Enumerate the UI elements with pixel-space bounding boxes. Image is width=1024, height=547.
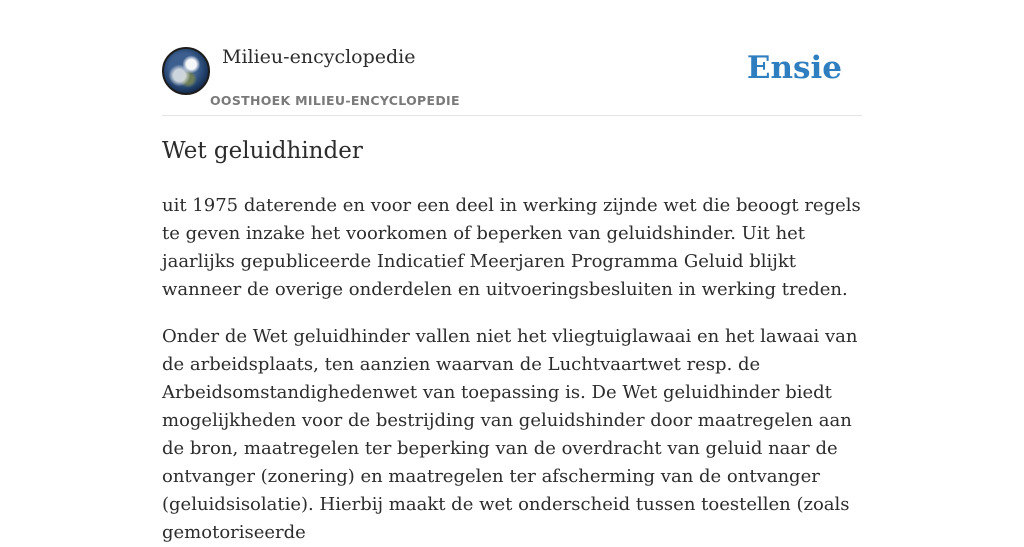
content-column — [162, 0, 862, 543]
earth-globe-icon[interactable] — [162, 47, 210, 95]
page-title: Wet geluidhinder — [162, 138, 363, 164]
site-subtitle: OOSTHOEK MILIEU-ENCYCLOPEDIE — [210, 93, 460, 108]
ensie-logo-link[interactable]: Ensie — [746, 50, 842, 86]
site-name-link[interactable]: Milieu-encyclopedie — [222, 46, 416, 68]
site-header — [162, 0, 862, 116]
article-paragraph: uit 1975 daterende en voor een deel in werking zijnde wet die beoogt regels te geven inzake het voorkomen of beperken van geluidshinder. Uit het jaarlijks gepubliceerde Indicatief Meerjaren Programma Geluid blijkt wanneer de overige onderdelen en uitvoeringsbesluiten in werking treden. — [162, 195, 861, 300]
article-paragraph: Onder de Wet geluidhinder vallen niet het vliegtuiglawaai en het lawaai van de arbeidsplaats, ten aanzien waarvan de Luchtvaartwet resp. de Arbeidsomstandighedenwet van toepassing is. De Wet geluidhinder biedt mogelijkheden voor de bestrijding van geluidshinder door maatregelen aan de bron, maatregelen ter beperking van de overdracht van geluid naar de ontvanger (zonering) en maatregelen ter afscherming van de ontvanger (geluidsisolatie). Hierbij maakt de wet onderscheid tussen toestellen (zoals gemotoriseerde — [162, 326, 858, 543]
